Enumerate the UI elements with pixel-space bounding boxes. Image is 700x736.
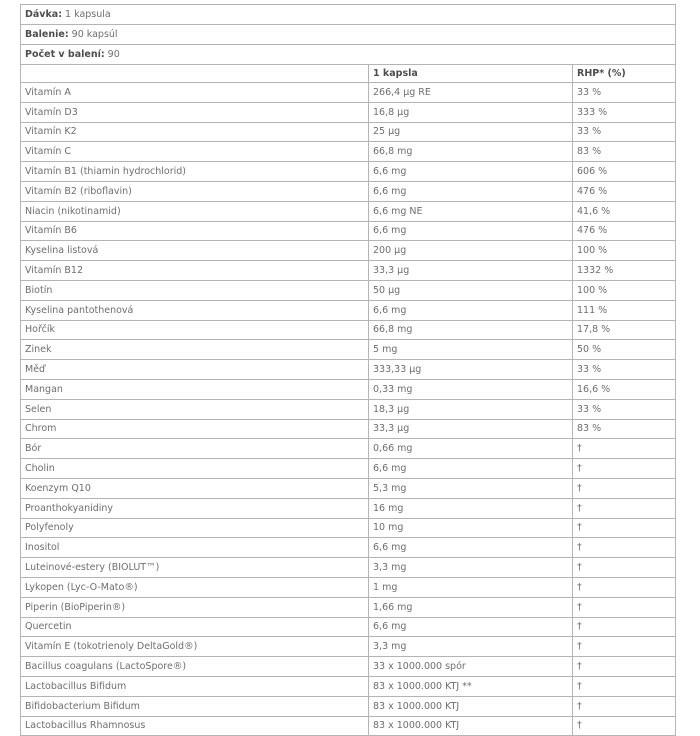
ingredient-name-cell: Selen	[21, 399, 369, 419]
info-value: 1 kapsula	[62, 9, 111, 20]
table-row	[21, 340, 676, 360]
table-body	[21, 83, 676, 736]
amount-cell: 6,6 mg	[369, 617, 573, 637]
table-row	[21, 498, 676, 518]
ingredient-name-cell: Vitamín B1 (thiamin hydrochlorid)	[21, 162, 369, 182]
ingredient-name-cell: Proanthokyanidiny	[21, 498, 369, 518]
amount-cell: 16,8 µg	[369, 102, 573, 122]
amount-cell: 6,6 mg NE	[369, 201, 573, 221]
ingredient-name-cell: Polyfenoly	[21, 518, 369, 538]
ingredient-name-cell: Kyselina listová	[21, 241, 369, 261]
amount-cell: 3,3 mg	[369, 637, 573, 657]
rhp-cell: †	[573, 459, 676, 479]
ingredient-name-cell: Lykopen (Lyc-O-Mato®)	[21, 577, 369, 597]
nutrition-table	[20, 4, 676, 736]
ingredient-name-cell: Mangan	[21, 379, 369, 399]
rhp-cell: 41,6 %	[573, 201, 676, 221]
ingredient-name-cell: Luteinové-estery (BIOLUT™)	[21, 558, 369, 578]
ingredient-name-cell: Zinek	[21, 340, 369, 360]
info-row	[21, 25, 676, 45]
table-row	[21, 696, 676, 716]
rhp-cell: †	[573, 676, 676, 696]
amount-cell: 66,8 mg	[369, 320, 573, 340]
info-rows-body	[21, 5, 676, 65]
amount-cell: 83 x 1000.000 KTJ	[369, 716, 573, 736]
table-row	[21, 142, 676, 162]
ingredient-name-cell: Vitamín E (tokotrienoly DeltaGold®)	[21, 637, 369, 657]
rhp-cell: 33 %	[573, 83, 676, 103]
info-cell	[21, 25, 676, 45]
rhp-cell: 16,6 %	[573, 379, 676, 399]
rhp-cell: †	[573, 518, 676, 538]
rhp-cell: 50 %	[573, 340, 676, 360]
rhp-cell: 33 %	[573, 399, 676, 419]
amount-cell: 6,6 mg	[369, 459, 573, 479]
rhp-cell: 100 %	[573, 280, 676, 300]
info-label: Počet v balení:	[25, 49, 105, 60]
amount-cell: 333,33 µg	[369, 360, 573, 380]
table-row	[21, 221, 676, 241]
amount-cell: 266,4 µg RE	[369, 83, 573, 103]
amount-cell: 33,3 µg	[369, 419, 573, 439]
ingredient-name-cell: Vitamín D3	[21, 102, 369, 122]
table-row	[21, 280, 676, 300]
ingredient-name-cell: Vitamín B2 (riboflavin)	[21, 181, 369, 201]
amount-cell: 6,6 mg	[369, 221, 573, 241]
amount-cell: 83 x 1000.000 KTJ	[369, 696, 573, 716]
table-row	[21, 637, 676, 657]
rhp-cell: 606 %	[573, 162, 676, 182]
amount-cell: 6,6 mg	[369, 538, 573, 558]
rhp-cell: †	[573, 498, 676, 518]
rhp-cell: 83 %	[573, 419, 676, 439]
amount-cell: 66,8 mg	[369, 142, 573, 162]
table-row	[21, 261, 676, 281]
ingredient-name-cell: Cholin	[21, 459, 369, 479]
ingredient-name-cell: Vitamín B12	[21, 261, 369, 281]
rhp-cell: †	[573, 439, 676, 459]
amount-cell: 25 µg	[369, 122, 573, 142]
rhp-cell: 111 %	[573, 300, 676, 320]
rhp-cell: 33 %	[573, 122, 676, 142]
rhp-cell: 83 %	[573, 142, 676, 162]
amount-cell: 3,3 mg	[369, 558, 573, 578]
rhp-cell: 333 %	[573, 102, 676, 122]
table-row	[21, 162, 676, 182]
amount-cell: 5 mg	[369, 340, 573, 360]
amount-cell: 33 x 1000.000 spór	[369, 657, 573, 677]
ingredient-name-cell: Chrom	[21, 419, 369, 439]
table-row	[21, 459, 676, 479]
table-row	[21, 300, 676, 320]
ingredient-name-cell: Vitamín C	[21, 142, 369, 162]
ingredient-name-cell: Inositol	[21, 538, 369, 558]
table-row	[21, 122, 676, 142]
rhp-cell: †	[573, 637, 676, 657]
supplement-facts-panel	[20, 4, 676, 736]
ingredient-name-cell: Koenzym Q10	[21, 478, 369, 498]
rhp-cell: †	[573, 558, 676, 578]
rhp-cell: 17,8 %	[573, 320, 676, 340]
table-row	[21, 83, 676, 103]
table-row	[21, 399, 676, 419]
table-row	[21, 676, 676, 696]
rhp-cell: †	[573, 577, 676, 597]
table-row	[21, 320, 676, 340]
amount-cell: 18,3 µg	[369, 399, 573, 419]
rhp-cell: †	[573, 538, 676, 558]
table-row	[21, 360, 676, 380]
column-header-row	[21, 65, 676, 83]
info-value: 90	[104, 49, 120, 60]
table-row	[21, 716, 676, 736]
amount-cell: 33,3 µg	[369, 261, 573, 281]
amount-cell: 16 mg	[369, 498, 573, 518]
table-row	[21, 181, 676, 201]
info-row	[21, 5, 676, 25]
ingredient-name-cell: Piperin (BioPiperin®)	[21, 597, 369, 617]
info-label: Dávka:	[25, 9, 63, 20]
table-row	[21, 518, 676, 538]
info-label: Balenie:	[25, 29, 69, 40]
ingredient-name-cell: Bifidobacterium Bifidum	[21, 696, 369, 716]
amount-cell: 1 mg	[369, 577, 573, 597]
table-row	[21, 201, 676, 221]
table-row	[21, 597, 676, 617]
table-row	[21, 241, 676, 261]
ingredient-name-cell: Quercetin	[21, 617, 369, 637]
amount-cell: 1,66 mg	[369, 597, 573, 617]
rhp-cell: †	[573, 478, 676, 498]
rhp-cell: †	[573, 597, 676, 617]
rhp-cell: †	[573, 657, 676, 677]
ingredient-name-cell: Bacillus coagulans (LactoSpore®)	[21, 657, 369, 677]
table-row	[21, 439, 676, 459]
rhp-cell: †	[573, 716, 676, 736]
table-row	[21, 419, 676, 439]
ingredient-name-cell: Kyselina pantothenová	[21, 300, 369, 320]
table-row	[21, 558, 676, 578]
ingredient-name-cell: Bór	[21, 439, 369, 459]
rhp-cell: †	[573, 617, 676, 637]
ingredient-name-cell: Lactobacillus Bifidum	[21, 676, 369, 696]
ingredient-name-cell: Vitamín A	[21, 83, 369, 103]
ingredient-name-cell: Niacin (nikotinamid)	[21, 201, 369, 221]
ingredient-name-cell: Lactobacillus Rhamnosus	[21, 716, 369, 736]
ingredient-name-cell: Hořčík	[21, 320, 369, 340]
table-row	[21, 102, 676, 122]
amount-cell: 83 x 1000.000 KTJ **	[369, 676, 573, 696]
column-header-amount: 1 kapsla	[369, 65, 573, 83]
rhp-cell: 100 %	[573, 241, 676, 261]
rhp-cell: †	[573, 696, 676, 716]
ingredient-name-cell: Biotín	[21, 280, 369, 300]
ingredient-name-cell: Vitamín K2	[21, 122, 369, 142]
amount-cell: 10 mg	[369, 518, 573, 538]
column-header-rhp: RHP* (%)	[573, 65, 676, 83]
ingredient-name-cell: Vitamín B6	[21, 221, 369, 241]
table-row	[21, 478, 676, 498]
table-row	[21, 577, 676, 597]
info-row	[21, 45, 676, 65]
table-row	[21, 379, 676, 399]
rhp-cell: 33 %	[573, 360, 676, 380]
amount-cell: 0,33 mg	[369, 379, 573, 399]
column-header-empty	[21, 65, 369, 83]
info-cell	[21, 5, 676, 25]
info-cell	[21, 45, 676, 65]
amount-cell: 5,3 mg	[369, 478, 573, 498]
amount-cell: 50 µg	[369, 280, 573, 300]
table-row	[21, 657, 676, 677]
ingredient-name-cell: Měď	[21, 360, 369, 380]
amount-cell: 200 µg	[369, 241, 573, 261]
amount-cell: 6,6 mg	[369, 162, 573, 182]
table-row	[21, 538, 676, 558]
amount-cell: 6,6 mg	[369, 181, 573, 201]
info-value: 90 kapsúl	[68, 29, 118, 40]
rhp-cell: 476 %	[573, 221, 676, 241]
rhp-cell: 1332 %	[573, 261, 676, 281]
table-row	[21, 617, 676, 637]
amount-cell: 6,6 mg	[369, 300, 573, 320]
rhp-cell: 476 %	[573, 181, 676, 201]
amount-cell: 0,66 mg	[369, 439, 573, 459]
